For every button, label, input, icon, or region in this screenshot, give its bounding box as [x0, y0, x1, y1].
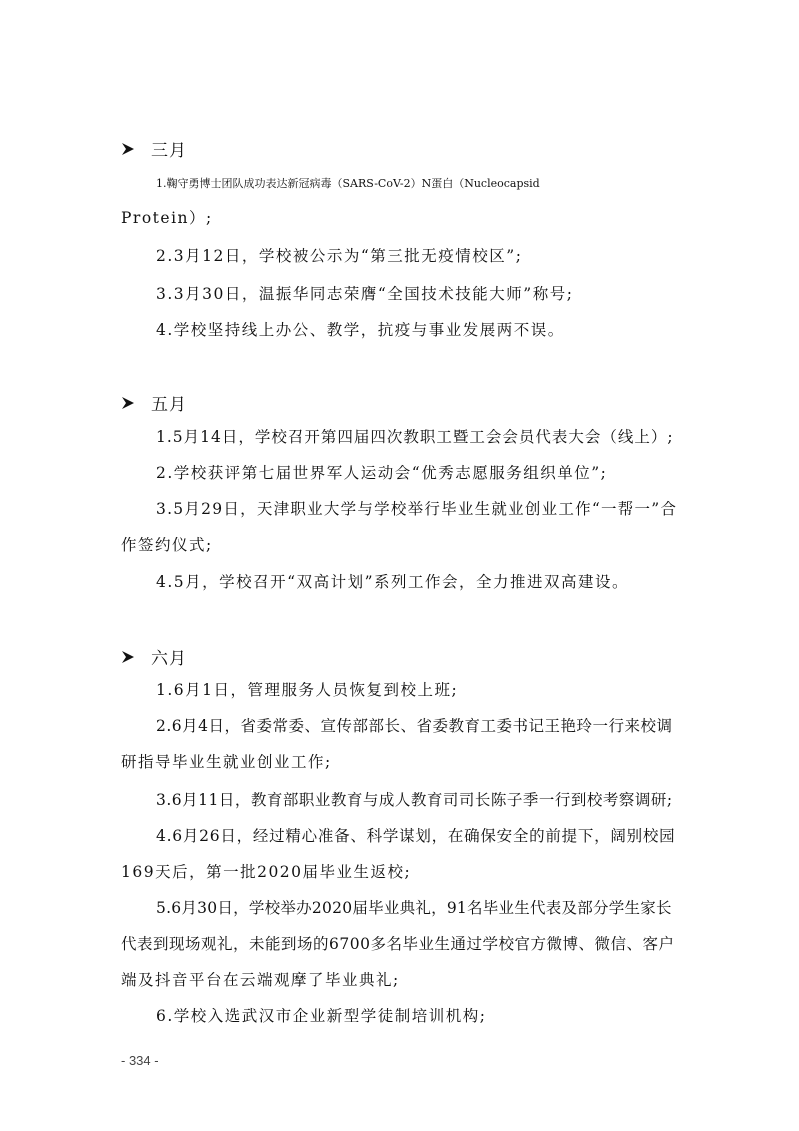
list-item: 3.6月11日，教育部职业教育与成人教育司司长陈子季一行到校考察调研;	[156, 791, 673, 809]
list-item: 2.3月12日，学校被公示为“第三批无疫情校区”;	[156, 247, 523, 265]
list-item: 2.6月4日，省委常委、宣传部部长、省委教育工委书记王艳玲一行来校调	[156, 717, 673, 735]
arrow-bullet-icon	[121, 142, 135, 156]
list-item-continuation: 169天后，第一批2020届毕业生返校;	[121, 863, 412, 881]
page-number: - 334 -	[121, 1053, 159, 1068]
list-item: 5.6月30日，学校举办2020届毕业典礼，91名毕业生代表及部分学生家长	[156, 899, 672, 917]
section-heading-text: 五月	[151, 395, 187, 415]
list-item: 4.学校坚持线上办公、教学，抗疫与事业发展两不误。	[156, 321, 565, 339]
list-item: 3.5月29日，天津职业大学与学校举行毕业生就业创业工作“一帮一”合	[156, 500, 678, 518]
list-item: 1.鞠守勇博士团队成功表达新冠病毒（SARS-CoV-2）N蛋白（Nucleocapsid	[156, 177, 540, 190]
list-item: 3.3月30日，温振华同志荣膺“全国技术技能大师”称号;	[156, 285, 574, 303]
list-item: 1.5月14日，学校召开第四届四次教职工暨工会会员代表大会（线上）;	[156, 428, 674, 446]
list-item: 6.学校入选武汉市企业新型学徒制培训机构;	[156, 1007, 487, 1025]
section-heading-text: 三月	[151, 141, 187, 161]
section-heading-june	[121, 644, 187, 669]
section-heading-text: 六月	[151, 649, 187, 669]
list-item-continuation: 端及抖音平台在云端观摩了毕业典礼;	[121, 971, 400, 989]
list-item: 1.6月1日，管理服务人员恢复到校上班;	[156, 681, 459, 699]
list-item: 2.学校获评第七届世界军人运动会“优秀志愿服务组织单位”;	[156, 464, 608, 482]
arrow-bullet-icon	[121, 650, 135, 664]
section-heading-may	[121, 390, 187, 415]
arrow-bullet-icon	[121, 396, 135, 410]
list-item: 4.6月26日，经过精心准备、科学谋划，在确保安全的前提下，阔别校园	[156, 827, 676, 845]
list-item: 4.5月，学校召开“双高计划”系列工作会，全力推进双高建设。	[156, 573, 630, 591]
list-item-continuation: 作签约仪式;	[121, 536, 213, 554]
list-item-continuation: 代表到现场观礼，未能到场的6700多名毕业生通过学校官方微博、微信、客户	[121, 935, 675, 953]
list-item-continuation: Protein）;	[121, 209, 213, 227]
section-heading-march	[121, 136, 187, 161]
list-item-continuation: 研指导毕业生就业创业工作;	[121, 753, 332, 771]
